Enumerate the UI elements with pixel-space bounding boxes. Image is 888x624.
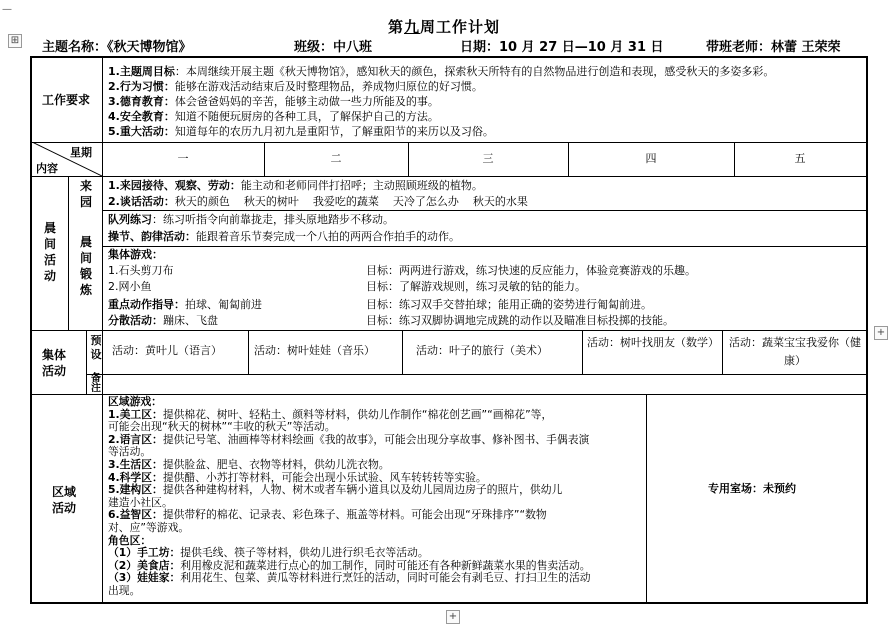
day-mon: 一 xyxy=(177,152,189,165)
arrive-label: 来 园 xyxy=(79,179,92,209)
area-line: 对、应”等游戏。 xyxy=(108,520,190,534)
focus-2: 分散活动：蹦床、飞盘 xyxy=(108,314,218,327)
area-line: 1.美工区：提供棉花、树叶、轻粘土、颜料等材料，供幼儿作制作“棉花创艺画”“画棉花”等， xyxy=(108,407,553,421)
title-prefix: 第 xyxy=(387,18,404,36)
date-range: 日期：10 月 27 日—10 月 31 日 xyxy=(460,40,664,55)
talk-topic: 秋天的树叶 xyxy=(243,195,299,208)
area-line: （3）娃娃家：利用花生、包菜、黄瓜等材料进行烹饪的活动，同时可能会有剥毛豆、打扫卫生的活动 xyxy=(108,571,591,585)
area-line: （1）手工坊：提供毛线、筷子等材料，供幼儿进行织毛衣等活动。 xyxy=(108,546,429,560)
queue-practice: 队列练习：练习听指令向前靠拢走，排头原地踏步不移动。 xyxy=(108,213,394,226)
talk-topic: 秋天的颜色 xyxy=(174,195,230,208)
page-title xyxy=(0,16,888,37)
gym-activity: 操节、韵律活动：能跟着音乐节奏完成一个八拍的两两合作拍手的动作。 xyxy=(108,230,460,243)
preset-label: 预 设 xyxy=(90,334,102,361)
area-activity-label: 区域 活动 xyxy=(52,485,77,515)
focus-1-goal: 目标：练习双手交替拍球；能用正确的姿势进行匍匐前进。 xyxy=(366,298,652,311)
work-req-lines xyxy=(108,64,864,139)
day-wed: 三 xyxy=(482,152,494,165)
area-lines xyxy=(108,396,644,598)
group-activity-label: 集体 活动 xyxy=(42,348,67,378)
title-suffix: 周工作计划 xyxy=(420,18,501,36)
work-req-line: 4.安全教育：知道不随便玩厨房的各种工具，了解保护自己的方法。 xyxy=(108,110,439,123)
focus-1: 重点动作指导：拍球、匍匐前进 xyxy=(108,298,262,311)
area-line: 4.科学区：提供醋、小苏打等材料，可能会出现小乐试验、风车转转转等实验。 xyxy=(108,470,487,484)
plan-table xyxy=(30,56,868,604)
title-week: 九 xyxy=(403,18,420,36)
area-line: 区域游戏： xyxy=(108,395,162,408)
expand-right-button[interactable]: + xyxy=(874,326,888,340)
focus-2-goal: 目标：练习双脚协调地完成跳的动作以及瞄准目标投掷的技能。 xyxy=(366,314,674,327)
game-2-name: 2.网小鱼 xyxy=(108,280,152,293)
talk-topic: 秋天的水果 xyxy=(472,195,528,208)
area-line: 建造小社区。 xyxy=(108,495,173,509)
expand-left-button[interactable]: ⊞ xyxy=(8,34,22,48)
activity-wed: 活动：叶子的旅行（美术） xyxy=(416,344,548,357)
work-req-line: 1.主题周目标：本周继续开展主题《秋天博物馆》，感知秋天的颜色，探索秋天所特有的自然物品进行创造和表现，感受秋天的多姿多彩。 xyxy=(108,65,775,78)
arrive-line-2: 2.谈话活动：秋天的颜色 秋天的树叶 我爱吃的蔬菜 天冷了怎么办 秋天的水果 xyxy=(108,195,528,208)
group-game-head: 集体游戏： xyxy=(108,248,163,261)
work-req-line: 2.行为习惯：能够在游戏活动结束后及时整理物品，养成物归原位的好习惯。 xyxy=(108,80,483,93)
area-line: 可能会出现“秋天的树林”“丰收的秋天”等活动。 xyxy=(108,420,336,434)
game-2-goal: 目标：了解游戏规则，练习灵敏的钻的能力。 xyxy=(366,280,586,293)
area-line: 等活动。 xyxy=(108,445,152,459)
corner-content: 内容 xyxy=(36,162,58,175)
arrive-line-1: 1.来园接待、观察、劳动：能主动和老师同伴打招呼；主动照顾班级的植物。 xyxy=(108,179,483,192)
game-1-name: 1.石头剪刀布 xyxy=(108,264,174,277)
class-name: 班级：中八班 xyxy=(294,40,373,55)
activity-tue: 活动：树叶娃娃（音乐） xyxy=(254,344,375,357)
teachers: 带班老师：林蕾 王荣荣 xyxy=(706,40,841,55)
day-fri: 五 xyxy=(794,152,806,165)
area-line: 角色区： xyxy=(108,533,152,547)
day-tue: 二 xyxy=(330,152,342,165)
area-line: （2）美食店：利用橡皮泥和蔬菜进行点心的加工制作，同时可能还有各种新鲜蔬菜水果的售卖活动。 xyxy=(108,558,591,572)
area-line: 5.建构区：提供各种建构材料，人物、树木或者车辆小道具以及幼儿园周边房子的照片，供幼儿 xyxy=(108,483,563,497)
theme-name: 主题名称：《秋天博物馆》 xyxy=(42,40,192,55)
morning-label: 晨 间 活 动 xyxy=(43,221,56,283)
special-room: 专用室场：未预约 xyxy=(708,482,796,495)
activity-fri: 活动：蔬菜宝宝我爱你（健康） xyxy=(729,336,861,367)
area-line: 3.生活区：提供脸盆、肥皂、衣物等材料，供幼儿洗衣物。 xyxy=(108,457,390,471)
corner-weekday: 星期 xyxy=(70,146,92,159)
area-line: 6.益智区：提供带籽的棉花、记录表、彩色珠子、瓶盖等材料。可能会出现“牙珠排序”“数物 xyxy=(108,508,547,522)
work-req-label: 工作要求 xyxy=(42,93,91,107)
header-line xyxy=(40,36,870,54)
work-req-line: 3.德育教育：体会爸爸妈妈的辛苦，能够主动做一些力所能及的事。 xyxy=(108,95,439,108)
work-req-line: 5.重大活动：知道每年的农历九月初九是重阳节，了解重阳节的来历以及习俗。 xyxy=(108,125,494,138)
area-line: 2.语言区：提供记号笔、油画棒等材料绘画《我的故事》，可能会出现分享故事、修补图书、手偶表演 xyxy=(108,432,590,446)
area-line: 出现。 xyxy=(108,583,141,597)
activity-thu: 活动：树叶找朋友（数学） xyxy=(587,336,719,349)
activity-mon: 活动：黄叶儿（语言） xyxy=(112,344,222,357)
note-label: 备 注 xyxy=(91,373,101,394)
talk-topic: 我爱吃的蔬菜 xyxy=(312,195,379,208)
talk-topic: 天冷了怎么办 xyxy=(392,195,459,208)
expand-bottom-button[interactable]: + xyxy=(446,610,460,624)
game-1-goal: 目标：两两进行游戏，练习快速的反应能力，体验竞赛游戏的乐趣。 xyxy=(366,264,696,277)
day-thu: 四 xyxy=(645,152,657,165)
page-corner-mark-left: — xyxy=(2,4,12,15)
exercise-label: 晨 间 锻 炼 xyxy=(79,235,92,297)
